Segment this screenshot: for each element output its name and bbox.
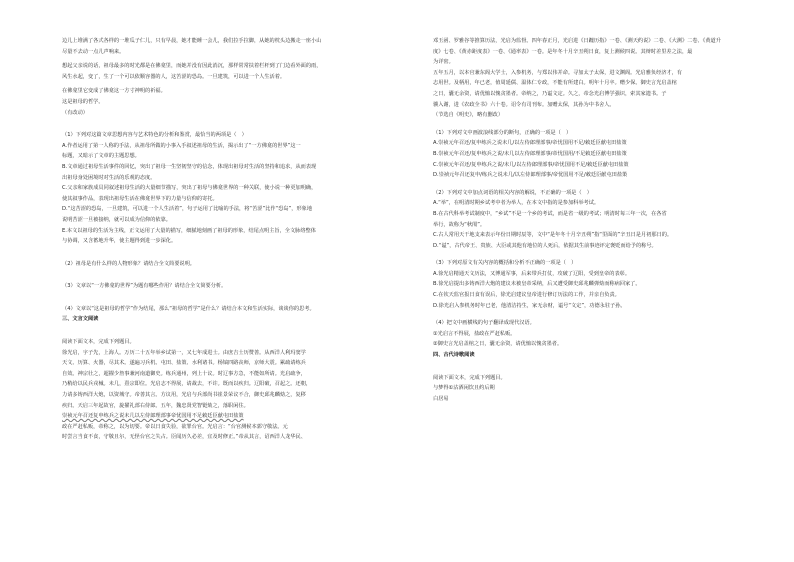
q1-option-c: 使其叙事作品，表现出祖母生活在佛龛世界下的力量与信仰的寄托。 (62, 195, 218, 202)
q1-option-a: A.崇祯元年召还/复申练兵之说未几/以左侍郎理部事/帝忧国用不足/敕廷臣献屯田盐策 (433, 140, 627, 147)
passage-line: 想起父亲说的话，祖母最多的时光都是在佛龛里，而她并没有因此消沉，那样常常扶着栏杆到了门边看外面的雨， (62, 63, 322, 70)
q2-option-c: C.古人常用天干地支来表示年份日期时辰等，文中“是年冬十月辛丑朔”指“里面的”辛丑日是月初那日的。 (433, 232, 673, 239)
classical-text-line: 力请多铸西洋大炮，以资城守。帝善其言。方议用，光启与兵部尚书崔景荣议不合，御史邱兆麟劾之，复移 (62, 392, 306, 399)
question-4-stem: （4）把文中画横线的句子翻译成现代汉语。 (433, 320, 535, 327)
q1-option-c: C.父亲和家族成员同叙述祖母生活的大量细节描写，突出了祖母与佛龛世界的一种关联，使小说一种更加明确， (62, 185, 317, 192)
q1-option-e: 与协调，又含蓄地升华，使主题得到进一步深化。 (62, 238, 177, 245)
q1-option-a: A.作者运用了第一人称的手法，从祖母所做的小事入手叙述祖母的生活，揭示出了“一方佛龛的世界”这一 (62, 142, 301, 149)
passage-line: 尽量不去动一点儿声响来。 (62, 48, 125, 55)
question-1-stem: （1）下列对文中画波浪线部分的断句，正确的一项是（ ） (433, 129, 572, 136)
instruction: 阅读下面文本，完成下列题目。 (433, 374, 506, 381)
passage-line: 风生水起，变了，生了一个可以依顺容器的人，这苦涩的恐岛。一旦建筑，可以进一个人生活着。 (62, 73, 286, 80)
classical-text-line: 疾归。天启三年起故官，旋擢礼部右侍郎。五年，魏忠贤党智铤劾之，落职闲住。 (62, 402, 249, 409)
classical-text-line: 五年五月，以本官兼东阁大学士，入参机务，与郑以伟并命。寻加太子太保，进文渊阁。光启雅负经济才，有 (433, 69, 683, 76)
q1-option-e: E.本文以祖母的生活为主线，正文运用了大量的描写，细腻地刻画了祖母的形象，结尾点明主旨，全文脉络整体 (62, 227, 316, 234)
q1-option-b: 出祖母身处困境时对生活的乐观的态度。 (62, 174, 156, 181)
poem-author: 白居易 (433, 395, 449, 402)
classical-text-line: 度》七卷、《黄赤距度表》一卷、《通率表》一卷。是年冬十月辛丑朔日食，复上测候四说。其辩时差里差之法，最 (433, 48, 693, 55)
passage-line: 边儿上堆满了各式各样的一堆瓜子仁儿，只有早晨，她才能睡一会儿，我们拉手拉脚，从她的枕头边搬走一座小山 (62, 38, 322, 44)
right-column (433, 36, 785, 404)
section-title: 三、文言文阅读 (62, 316, 99, 323)
q1-option-d: 说明苦涩一旦被接纳，就可以成为信仰的依靠。 (62, 216, 171, 223)
classical-text-line: 政在严赶私贩，帝称之，以为切要。帝以日食失验，欲罪台官。光启言：“台官测候本郭守敬法。元 (62, 423, 288, 430)
section-title: 四、古代诗歌阅读 (433, 352, 475, 359)
classical-text-line: 之日，囊无余资，请优恤以愧贪墨者。帝纳之，乃谥文定。久之，帝念光启博学强识，索其家遗书。子 (433, 90, 667, 97)
classical-text-line: 志用世。及柄用，年已老，值周延儒、温体仁专政，不能有所建白。明年十月卒。赠少保。御史言光启盖棺 (433, 80, 677, 87)
classical-text-line: 天文、历算、火器，尽其术。遂遍习兵机、屯田、盐策、水利诸书。杨镐四路丧师，京师大震。累疏请练兵 (62, 360, 306, 367)
question-3-stem: （3）文章以“一方佛龛的世界”为题有哪些作用？请结合全文简要分析。 (62, 283, 227, 290)
q4-item: ②御史言光启盖棺之日，囊无余资，请优恤以愧贪墨者。 (433, 341, 563, 348)
source-note: （节选自《明史》，略有删改） (433, 112, 504, 119)
q2-option-b: B.在古代科举考试制度中，“乡试”不是一个乡的考试，而是省一级的考试；明清时每三年一次，在各省 (433, 210, 667, 217)
classical-text-line: 乃稍给以民兵戎械。未几，熹宗即位。光启志不得展，请裁去，不许。既而以疾归。辽阳破，召起之。还朝， (62, 381, 312, 388)
q3-option-d: D.徐光启入参机务时年已老，他清洁持生，家无余财，谥号“文定”，功德永驻子孙。 (433, 302, 626, 309)
instruction: 阅读下面文本，完成下列题目。 (62, 339, 135, 346)
passage-line: 这是祖母的哲学。 (62, 98, 104, 105)
q1-option-c: C.崇祯元年召还/复申练兵之说/未几/以左侍郎理部事/帝忧国用不足/敕廷臣献屯田盐策 (433, 161, 629, 168)
left-column (62, 36, 410, 443)
q2-option-a: A.“举”，在明清时期乡试考中者为举人，在本文中指的是参加科举考试。 (433, 200, 600, 207)
question-4-stem: （4）文章以“这是祖母的哲学”作为结尾，那么“祖母的哲学”是什么？请结合本文和生活实际，谈谈你的思考。 (62, 305, 315, 312)
classical-text-line: 邓玉函、罗雅谷等推算历法，光启为监督。四年春正月，光启进《日躔历指》一卷、《测天约说》二卷、《大测》二卷、《黄道升 (433, 38, 721, 44)
classical-text-line: 为详密。 (433, 59, 454, 66)
source-note: （有改动） (62, 109, 88, 116)
q3-option-a: A.徐光启精通天文历法，又博通军事，后来带兵打仗，攻破了辽阳，受到皇帝的表彰。 (433, 270, 631, 277)
wavy-underlined-sentence: 崇祯元年召还复申练兵之说未几以左侍郎理部事帝忧国用不足敕廷臣献屯田盐策 (62, 413, 244, 420)
q3-option-c: C.在钦天监官报日食有误后，徐光启建议皇帝进行修订历法的工作，并亲自负责。 (433, 292, 620, 299)
classical-text-line: 自效。神宗壮之，超擢少詹事兼河南道御史。练兵通州，列上十议。时辽事方急，不能如所请。光启疏争， (62, 370, 306, 377)
passage-line: 在佛龛里它变成了佛龛这一方寸神明的祈福。 (62, 88, 166, 95)
q1-option-d: D.崇祯元年召还复申/练兵之说未几/以左侍郎理部事/帝忧国用不足/敕廷臣献屯田盐策 (433, 172, 628, 179)
classical-text-line: 骥入谢，进《农政全书》六十卷。诏令有司刊布。加赠太保，其孙为中书舍人。 (433, 101, 615, 108)
q1-option-b: B.文章通过祖母生活事件的回忆，突出了祖母一生坚韧坚守的信念，体现出祖母对生活的坚持和追求，从而表现 (62, 163, 317, 170)
q1-option-b: B.崇祯元年召还/复申练兵之说/未几以左侍郎理部事/帝忧国用/不足敕廷臣献屯田盐策 (433, 150, 627, 157)
question-3-stem: （3）下列对原文有关内容的概括和分析不正确的一项是（ ） (433, 260, 577, 267)
classical-text-line: 徐光启，字子先，上海人。万历二十五年举乡试第一，又七年成进士。由庶吉士历赞善。从西洋人利玛窦学 (62, 349, 306, 356)
q2-option-b: 举行，故称为“秋闱”。 (433, 221, 486, 228)
question-1-stem: （1）下列对这篇文章思想内容与艺术特色的分析和鉴赏，最恰当的两项是（ ） (62, 132, 247, 139)
q3-option-b: B.徐光启提出多铸西洋大炮的建议未被皇帝采纳，后又遭受御史邱兆麟弹劾而称病回家了。 (433, 281, 641, 288)
question-2-stem: （2）祖母是有什么样的人物形象？请结合全文简要说明。 (62, 260, 195, 267)
classical-text-line: 时尝言当食不食，守敬且尔，无怪台官之失占。臣闻历久必差，宜及时修正。”帝从其言，诏西洋人龙华民、 (62, 434, 306, 441)
q1-option-a: 标题，又暗示了文章的主题思想。 (62, 153, 140, 160)
poem-title: 与梦得①沽酒闲饮且约后期 (433, 385, 495, 392)
q2-option-d: D.“谥”，古代帝王、贵族、大臣或其他有地位的人死后，依据其生前事迹评定褒贬而给予的称号。 (433, 242, 657, 249)
question-2-stem: （2）下列对文中加点词语的相关内容的解说，不正确的一项是（ ） (433, 189, 592, 196)
q1-option-d: D.“这苦涩的恐岛，一旦建筑，可以进一个人生活着”，句子运用了比喻的手法，将“苦涩”比作“恐岛”，形象地 (62, 206, 313, 213)
q4-item: ①光启言不得展，盐政在严赶私贩。 (433, 330, 516, 337)
